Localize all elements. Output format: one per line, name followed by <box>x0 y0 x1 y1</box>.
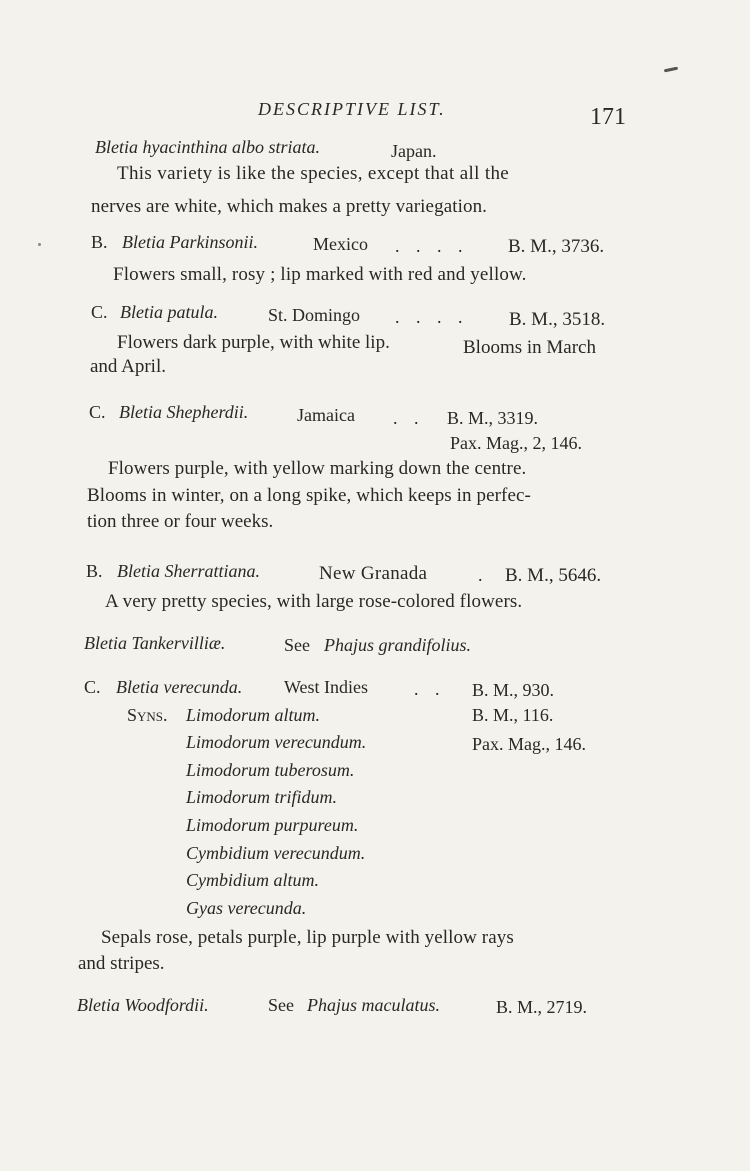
synonym-item: Cymbidium altum. <box>186 870 319 890</box>
entry-name-verecunda: Bletia verecunda. <box>116 677 243 697</box>
entry-dots-shepherdii: . . <box>393 408 425 428</box>
entry-dots-sherrattiana: . <box>478 565 483 585</box>
synonym-item: Gyas verecunda. <box>186 898 307 918</box>
entry-target-woodfordii: Phajus maculatus. <box>307 995 440 1015</box>
entry-desc-parkinsonii-1: Flowers small, rosy ; lip marked with red and yellow. <box>113 264 527 285</box>
synonym-item: Limodorum purpureum. <box>186 815 359 835</box>
entry-grade-shepherdii: C. <box>89 402 106 422</box>
entry-desc-patula-1: Flowers dark purple, with white lip. <box>117 332 390 353</box>
synonym-item: Limodorum tuberosum. <box>186 760 355 780</box>
synonym-item: Limodorum verecundum. <box>186 732 367 752</box>
entry-ref-woodfordii: B. M., 2719. <box>496 997 588 1017</box>
entry-dots-patula: . . . . <box>395 307 469 327</box>
entry-name-shepherdii: Bletia Shepherdii. <box>119 402 249 422</box>
entry-desc-shepherdii-3: tion three or four weeks. <box>87 511 274 532</box>
entry-desc-verecunda-1: Sepals rose, petals purple, lip purple with yellow rays <box>101 927 514 948</box>
synonym-item: Limodorum altum. <box>186 705 321 725</box>
entry-origin-parkinsonii: Mexico <box>313 234 368 254</box>
page-number: 171 <box>590 104 626 130</box>
margin-mark <box>664 67 678 73</box>
entry-ref-sherrattiana: B. M., 5646. <box>505 565 602 586</box>
entry-name-hyacinthina: Bletia hyacinthina albo striata. <box>95 137 320 157</box>
entry-desc-verecunda-2: and stripes. <box>78 953 165 974</box>
entry-desc-patula-2: and April. <box>90 356 166 377</box>
entry-ref2-shepherdii: Pax. Mag., 2, 146. <box>450 433 582 453</box>
entry-origin-patula: St. Domingo <box>268 305 361 325</box>
entry-ref-shepherdii: B. M., 3319. <box>447 408 539 428</box>
entry-see-woodfordii: See <box>268 995 294 1015</box>
entry-desc-shepherdii-1: Flowers purple, with yellow marking down the centre. <box>108 458 527 479</box>
entry-desc-patula-1b: Blooms in March <box>463 337 596 358</box>
entry-dots-verecunda: . . <box>414 679 446 699</box>
entry-see-tankervilliae: See <box>284 635 310 655</box>
entry-name-sherrattiana: Bletia Sherrattiana. <box>117 561 260 581</box>
entry-origin-verecunda: West Indies <box>284 677 369 697</box>
entry-grade-patula: C. <box>91 302 108 322</box>
synonym-item: Cymbidium verecundum. <box>186 843 366 863</box>
entry-name-parkinsonii: Bletia Parkinsonii. <box>122 232 258 252</box>
entry-ref-patula: B. M., 3518. <box>509 309 606 330</box>
entry-desc-sherrattiana-1: A very pretty species, with large rose-colored flowers. <box>105 591 523 612</box>
entry-ref-verecunda: B. M., 930. <box>472 680 555 700</box>
entry-origin-shepherdii: Jamaica <box>297 405 355 425</box>
entry-origin-sherrattiana: New Granada <box>319 563 428 584</box>
entry-grade-verecunda: C. <box>84 677 101 697</box>
entry-name-patula: Bletia patula. <box>120 302 218 322</box>
entry-desc-hyacinthina-1: This variety is like the species, except that all the <box>117 163 510 184</box>
synonym-item: Limodorum trifidum. <box>186 787 338 807</box>
entry-name-woodfordii: Bletia Woodfordii. <box>77 995 209 1015</box>
entry-desc-shepherdii-2: Blooms in winter, on a long spike, which keeps in perfec- <box>87 485 531 506</box>
entry-ref-parkinsonii: B. M., 3736. <box>508 236 605 257</box>
entry-origin-hyacinthina: Japan. <box>391 141 437 161</box>
entry-grade-parkinsonii: B. <box>91 232 108 252</box>
entry-grade-sherrattiana: B. <box>86 561 103 581</box>
entry-dots-parkinsonii: . . . . <box>395 236 469 256</box>
synonyms-label: Syns. <box>127 705 168 725</box>
synonym-ref: B. M., 116. <box>472 705 554 725</box>
synonym-ref: Pax. Mag., 146. <box>472 734 586 754</box>
entry-desc-hyacinthina-2: nerves are white, which makes a pretty variegation. <box>91 196 488 217</box>
speck <box>38 243 41 246</box>
entry-name-tankervilliae: Bletia Tankervilliæ. <box>84 633 226 653</box>
entry-target-tankervilliae: Phajus grandifolius. <box>324 635 472 655</box>
running-header: DESCRIPTIVE LIST. <box>258 99 446 119</box>
